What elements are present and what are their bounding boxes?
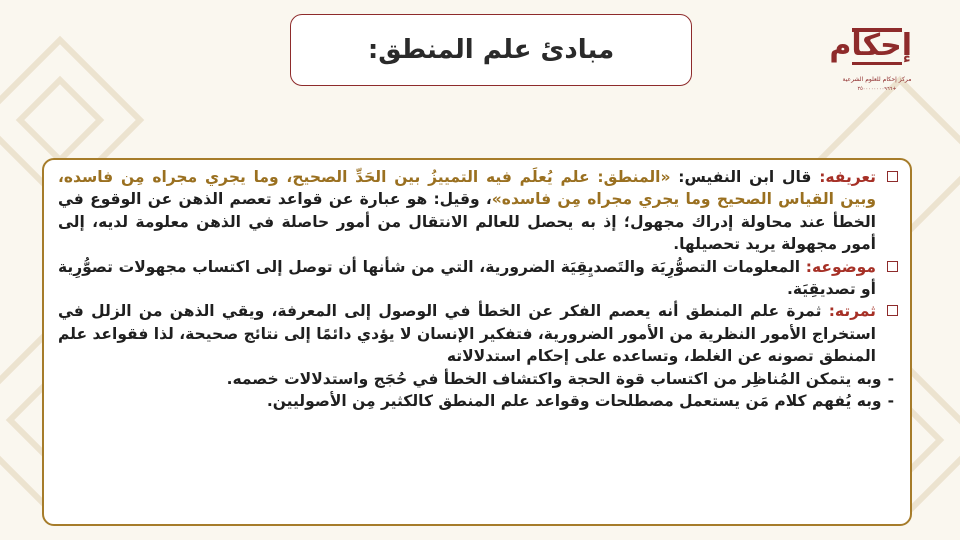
fruit-paragraph	[58, 300, 898, 367]
content-box	[42, 158, 912, 526]
logo-subtitle: مركز إحكام للعلوم الشرعية	[842, 76, 912, 83]
logo-subline: ٢٥٠٠٠٠٠٠٠٠٩٦٦+	[857, 86, 897, 92]
title-box	[290, 14, 692, 86]
definition-label: تعريفه:	[819, 168, 876, 186]
subject-label: موضوعه:	[805, 257, 876, 276]
definition-paragraph	[58, 166, 898, 256]
list-item	[58, 368, 898, 390]
checkbox-bullet-icon	[887, 261, 898, 272]
list-item	[58, 390, 898, 412]
point-text: وبه يُفهم كلام مَن يستعمل مصطلحات وقواعد علم المنطق كالكثير مِن الأصوليين.	[266, 392, 882, 411]
dash-marker: -	[887, 392, 894, 411]
subject-text: المعلومات التصوُّرِيَة والتَصديِقِيَة الضرورية، التي من شأنها أن توصل إلى اكتساب مجهولات تصوُّرِية أو تصديقِيَة.	[58, 257, 876, 299]
definition-intro: قال ابن النفيس:	[670, 168, 820, 186]
logo	[829, 26, 912, 96]
checkbox-bullet-icon	[887, 305, 898, 316]
fruit-text: ثمرة علم المنطق أنه يعصم الفكر عن الخطأ في الوصول إلى المعرفة، ويقي الذهن من الزلل في استخراج الأمور النظرية من الأمور الضرورية، فتفكير الإنسان لا يؤدي دائمًا إلى نتائج صحيحة، لذا فقواعد علم المنطق تصونه عن الغلط، وتساعده على إحكام استدلالاته	[58, 302, 876, 366]
page-title: مبادئ علم المنطق:	[367, 35, 615, 65]
definition-rest: ، وقيل: هو عبارة عن قواعد تعصم الذهن عن الوقوع في الخطأ عند محاولة إدراك مجهول؛ إذ به يحصل للعالم الانتقال من أمور حاصلة في الذهن معلومة لديه، إلى أمور مجهولة يريد تحصيلها.	[58, 190, 876, 254]
point-text: وبه يتمكن المُناظِر من اكتساب قوة الحجة واكتشاف الخطأ في حُجَج واستدلالات خصمه.	[226, 369, 882, 388]
subject-paragraph	[58, 256, 898, 301]
checkbox-bullet-icon	[887, 171, 898, 182]
logo-name: إحكام	[829, 28, 912, 63]
fruit-label: ثمرته:	[828, 302, 876, 321]
dash-marker: -	[887, 369, 894, 388]
definition-quote: «المنطق: علم يُعلَم فيه التمييزُ بين الحَدِّ الصحيح، وما يجري مجراه مِن فاسده، وبين القياس الصحيح وما يجري مجراه مِن فاسده»	[58, 168, 876, 209]
